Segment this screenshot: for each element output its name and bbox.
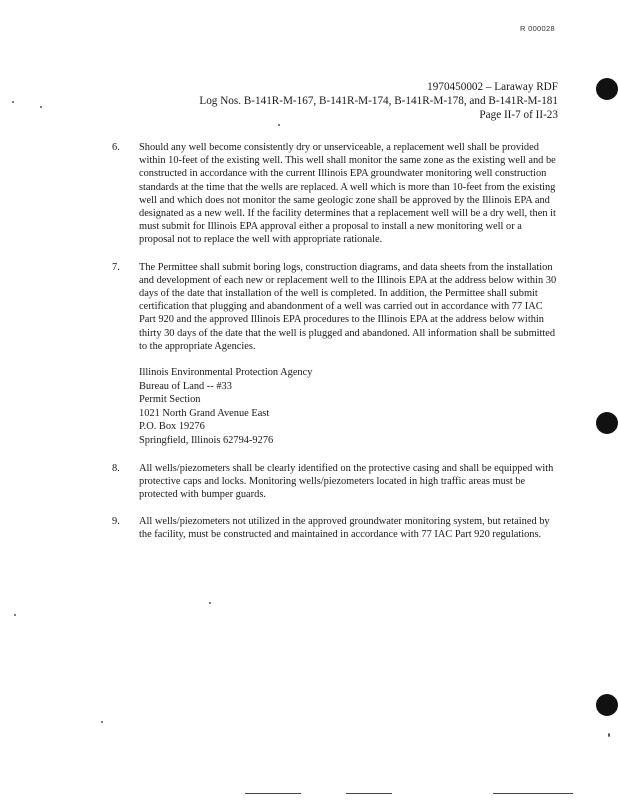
mailing-address (139, 366, 558, 448)
address-line: Springfield, Illinois 62794-9276 (139, 435, 274, 447)
punch-hole-bottom (596, 694, 618, 716)
scan-speck (14, 614, 16, 616)
punch-hole-top (596, 78, 618, 100)
header-log-numbers: Log Nos. B-141R-M-167, B-141R-M-174, B-141R-M-178, and B-141R-M-181 (199, 95, 558, 107)
list-item (112, 261, 558, 448)
punch-hole-middle (596, 412, 618, 434)
scan-speck (101, 721, 103, 723)
address-line: 1021 North Grand Avenue East (139, 407, 270, 419)
scan-speck (12, 101, 14, 103)
header-facility: 1970450002 – Laraway RDF (427, 81, 558, 93)
item-number: 9. (112, 516, 120, 528)
list-item (112, 515, 558, 541)
condition-list (112, 141, 558, 556)
list-item (112, 141, 558, 247)
page-id: R 000028 (520, 24, 555, 33)
header-page-number: Page II-7 of II-23 (479, 109, 558, 121)
address-line: Permit Section (139, 394, 201, 406)
item-text: All wells/piezometers shall be clearly identified on the protective casing and shall be equipped with protective caps and locks. Monitoring wells/piezometers located in high traffic areas must be protected with bumper guards. (139, 462, 554, 501)
item-text: Should any well become consistently dry or unserviceable, a replacement well shall be provided within 10-feet of the existing well. This well shall monitor the same zone as the existing well and be constructed in accordance with the current Illinois EPA groundwater monitoring well construction standards at the time that the wells are replaced. A well which is more than 10-feet from the existing well and which does not monitor the same geologic zone shall be approved by the Illinois EPA and designated as a new well. If the facility determines that a replacement well will be a dry well, then it must submit for Illinois EPA approval either a proposal to install a new monitoring well or a proposal not to replace the well with appropriate rationale. (139, 142, 556, 246)
item-text: All wells/piezometers not utilized in the approved groundwater monitoring system, but retained by the facility, must be constructed and maintained in accordance with 77 IAC Part 920 regulations. (139, 516, 550, 541)
item-number: 6. (112, 142, 120, 153)
scan-speck (608, 733, 610, 737)
item-text: The Permittee shall submit boring logs, construction diagrams, and data sheets from the installation and development of each new or replacement well to the Illinois EPA at the address below within 30 days of the date that installation of the well is completed. In addition, the Permittee shall submit certification that plugging and abandonment of a well was carried out in accordance with 77 IAC Part 920 and the approved Illinois EPA procedures to the Illinois EPA at the address below within thirty 30 days of the date that the well is plugged and abandoned. All information shall be submitted to the appropriate Agencies. (139, 261, 557, 352)
scan-speck (40, 106, 42, 108)
address-line: P.O. Box 19276 (139, 421, 205, 433)
item-number: 7. (112, 261, 120, 273)
scan-speck (278, 124, 280, 126)
item-number: 8. (112, 462, 120, 474)
list-item (112, 462, 558, 502)
scan-speck (209, 602, 211, 604)
document-header (199, 80, 558, 122)
address-line: Illinois Environmental Protection Agency (139, 367, 313, 379)
footer-rule (493, 793, 573, 794)
footer-rule (245, 793, 301, 794)
address-line: Bureau of Land -- #33 (139, 380, 232, 392)
footer-rule (346, 793, 392, 794)
